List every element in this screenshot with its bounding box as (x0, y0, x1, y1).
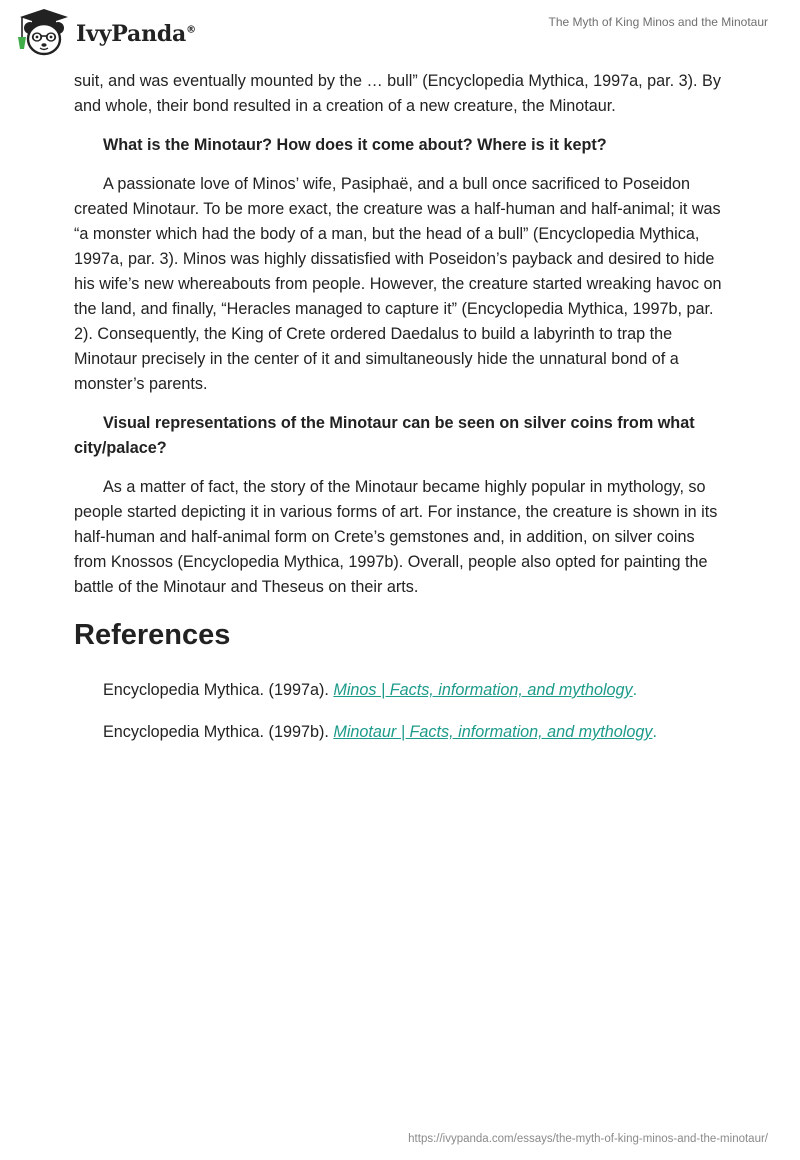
reference-link[interactable]: Minos | Facts, information, and mythology (333, 681, 633, 699)
panda-graduate-icon (14, 7, 74, 59)
reference-author-year: Encyclopedia Mythica. (1997a). (103, 681, 334, 699)
document-title: The Myth of King Minos and the Minotaur (548, 15, 768, 29)
reference-link-end: . (652, 723, 657, 741)
reference-item (74, 678, 728, 703)
answer-paragraph: As a matter of fact, the story of the Minotaur became highly popular in mythology, so people started depicting it in various forms of art. For instance, the creature is shown in its half-human and half-animal form on Crete’s gemstones and, in addition, on silver coins from Knossos (Encyclopedia Mythica, 1997b). Overall, people also opted for painting the battle of the Minotaur and Theseus on their arts. (74, 478, 718, 596)
brand-logo[interactable] (14, 7, 196, 59)
question-heading: Visual representations of the Minotaur can be seen on silver coins from what city/palace? (74, 414, 695, 457)
page-header (0, 0, 800, 68)
references-heading: References (74, 619, 231, 651)
question-heading: What is the Minotaur? How does it come about? Where is it kept? (103, 136, 607, 154)
intro-paragraph: suit, and was eventually mounted by the … bull” (Encyclopedia Mythica, 1997a, par. 3). By and whole, their bond resulted in a creation of a new creature, the Minotaur. (74, 72, 721, 115)
essay-content (74, 69, 728, 745)
reference-author-year: Encyclopedia Mythica. (1997b). (103, 723, 334, 741)
source-url[interactable]: https://ivypanda.com/essays/the-myth-of-king-minos-and-the-minotaur/ (408, 1133, 768, 1145)
reference-link[interactable]: Minotaur | Facts, information, and mythology (333, 723, 653, 741)
reference-link-end: . (632, 681, 638, 699)
reference-item (74, 720, 728, 745)
brand-name: IvyPanda® (76, 21, 196, 47)
answer-paragraph: A passionate love of Minos’ wife, Pasiphaë, and a bull once sacrificed to Poseidon created Minotaur. To be more exact, the creature was a half-human and half-animal; it was “a monster which had the body of a man, but the head of a bull” (Encyclopedia Mythica, 1997a, par. 3). Minos was highly dissatisfied with Poseidon’s payback and desired to hide his wife’s new whereabouts from people. However, the creature started wreaking havoc on the land, and finally, “Heracles managed to capture it” (Encyclopedia Mythica, 1997b, par. 2). Consequently, the King of Crete ordered Daedalus to build a labyrinth to trap the Minotaur precisely in the center of it and simultaneously hide the unnatural bond of a monster’s parents. (74, 175, 722, 393)
registered-mark: ® (186, 24, 196, 36)
